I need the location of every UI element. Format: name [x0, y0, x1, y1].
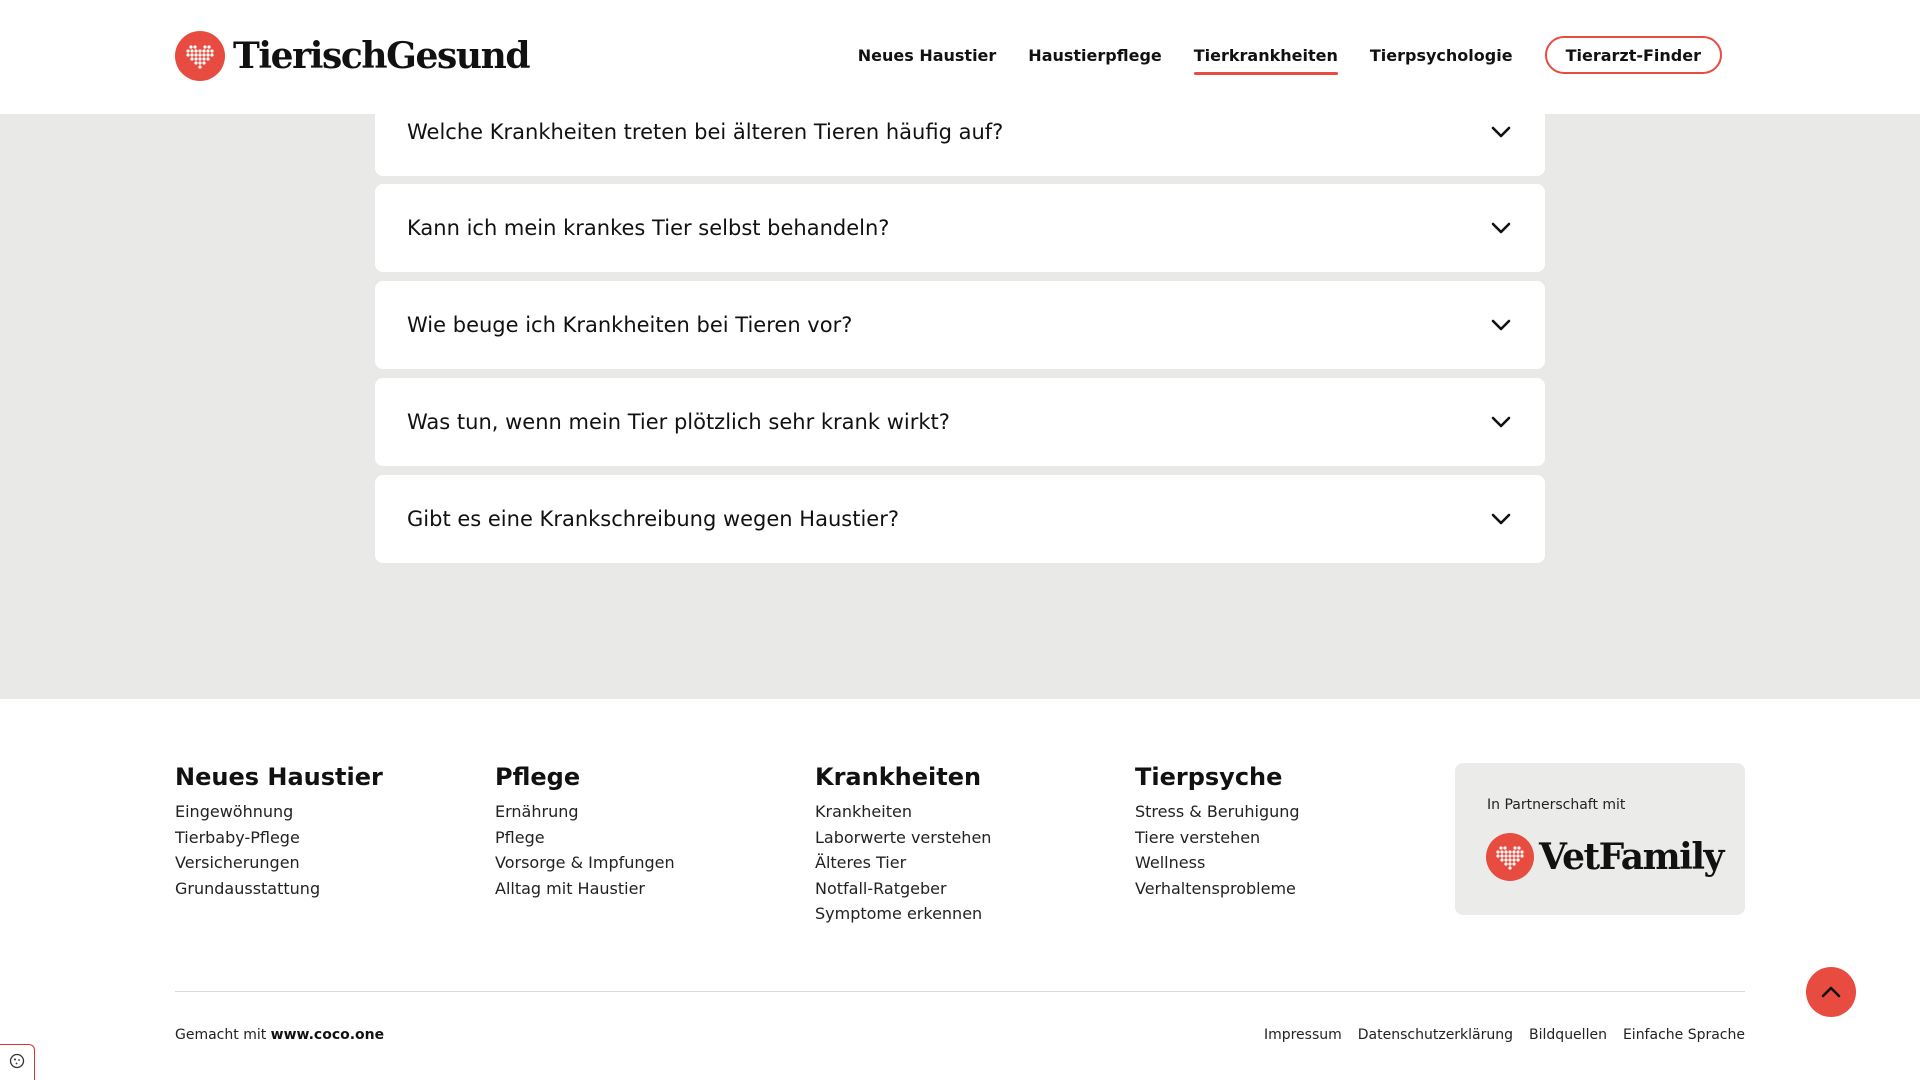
footer-link[interactable]: Stress & Beruhigung [1135, 802, 1300, 821]
logo-wordmark: TierischGesund [233, 35, 530, 77]
faq-section [0, 114, 1920, 699]
faq-item[interactable] [375, 475, 1545, 563]
footer-column-pflege [495, 763, 675, 901]
scroll-to-top-button[interactable] [1806, 967, 1856, 1017]
made-with-prefix: Gemacht mit [175, 1027, 267, 1043]
main-nav [826, 35, 1722, 75]
footer-link[interactable]: Pflege [495, 827, 545, 847]
partner-box [1455, 763, 1745, 915]
footer-divider [175, 991, 1745, 992]
cookie-icon [9, 1053, 25, 1073]
vetfamily-wordmark: VetFamily [1539, 836, 1723, 878]
faq-question: Gibt es eine Krankschreibung wegen Haustier? [407, 507, 899, 531]
footer-link[interactable]: Ernährung [495, 802, 579, 821]
footer-link[interactable]: Grundausstattung [175, 878, 321, 898]
legal-link-datenschutz[interactable]: Datenschutzerklärung [1357, 1027, 1514, 1043]
footer-link[interactable]: Wellness [1135, 853, 1206, 872]
chevron-down-icon [1489, 507, 1513, 531]
footer-link[interactable]: Älteres Tier [815, 853, 907, 872]
made-with [175, 1027, 384, 1043]
faq-item[interactable] [375, 378, 1545, 466]
nav-item-haustierpflege[interactable]: Haustierpflege [1028, 45, 1162, 65]
footer-column-title: Tierpsyche [1135, 763, 1283, 791]
site-footer [0, 699, 1920, 1080]
made-with-link[interactable]: www.coco.one [270, 1027, 385, 1043]
footer-link[interactable]: Tiere verstehen [1135, 827, 1261, 847]
legal-links [1248, 1027, 1745, 1043]
site-header [0, 0, 1920, 114]
chevron-down-icon [1489, 216, 1513, 240]
cookie-settings-button[interactable] [0, 1044, 35, 1080]
footer-link[interactable]: Tierbaby-Pflege [175, 827, 300, 847]
faq-question: Kann ich mein krankes Tier selbst behandeln? [407, 216, 890, 240]
vetfamily-logo[interactable] [1486, 833, 1723, 881]
chevron-up-icon [1821, 983, 1841, 1002]
faq-question: Was tun, wenn mein Tier plötzlich sehr krank wirkt? [407, 410, 950, 434]
footer-column-krankheiten [815, 763, 991, 927]
footer-link[interactable]: Laborwerte verstehen [815, 827, 992, 847]
legal-link-einfache-sprache[interactable]: Einfache Sprache [1622, 1027, 1745, 1043]
heart-dots-logo-icon [175, 31, 225, 81]
site-logo[interactable] [175, 31, 529, 81]
footer-link[interactable]: Symptome erkennen [815, 904, 983, 923]
footer-column-title: Krankheiten [815, 763, 982, 791]
nav-item-tierpsychologie[interactable]: Tierpsychologie [1369, 45, 1513, 65]
footer-link[interactable]: Alltag mit Haustier [495, 878, 645, 898]
legal-link-bildquellen[interactable]: Bildquellen [1529, 1027, 1607, 1043]
footer-link[interactable]: Versicherungen [175, 853, 300, 872]
footer-link[interactable]: Krankheiten [815, 802, 912, 821]
partner-label: In Partnerschaft mit [1487, 797, 1626, 813]
footer-link[interactable]: Eingewöhnung [175, 802, 294, 821]
faq-question: Welche Krankheiten treten bei älteren Tieren häufig auf? [407, 120, 1004, 144]
footer-column-tierpsyche [1135, 763, 1300, 901]
footer-column-title: Pflege [495, 763, 581, 791]
chevron-down-icon [1489, 313, 1513, 337]
tierarzt-finder-button[interactable]: Tierarzt-Finder [1545, 36, 1722, 74]
chevron-down-icon [1489, 410, 1513, 434]
footer-link[interactable]: Notfall-Ratgeber [815, 878, 947, 898]
footer-link[interactable]: Verhaltensprobleme [1135, 878, 1296, 898]
footer-link[interactable]: Vorsorge & Impfungen [495, 853, 675, 872]
legal-link-impressum[interactable]: Impressum [1263, 1027, 1342, 1043]
nav-item-tierkrankheiten[interactable]: Tierkrankheiten [1194, 35, 1338, 75]
footer-column-neues-haustier [175, 763, 383, 901]
chevron-down-icon [1489, 120, 1513, 144]
footer-column-title: Neues Haustier [175, 763, 383, 791]
faq-item[interactable] [375, 281, 1545, 369]
nav-item-neues-haustier[interactable]: Neues Haustier [857, 45, 997, 65]
faq-item[interactable] [375, 184, 1545, 272]
faq-question: Wie beuge ich Krankheiten bei Tieren vor? [407, 313, 853, 337]
heart-dots-logo-icon [1486, 833, 1534, 881]
